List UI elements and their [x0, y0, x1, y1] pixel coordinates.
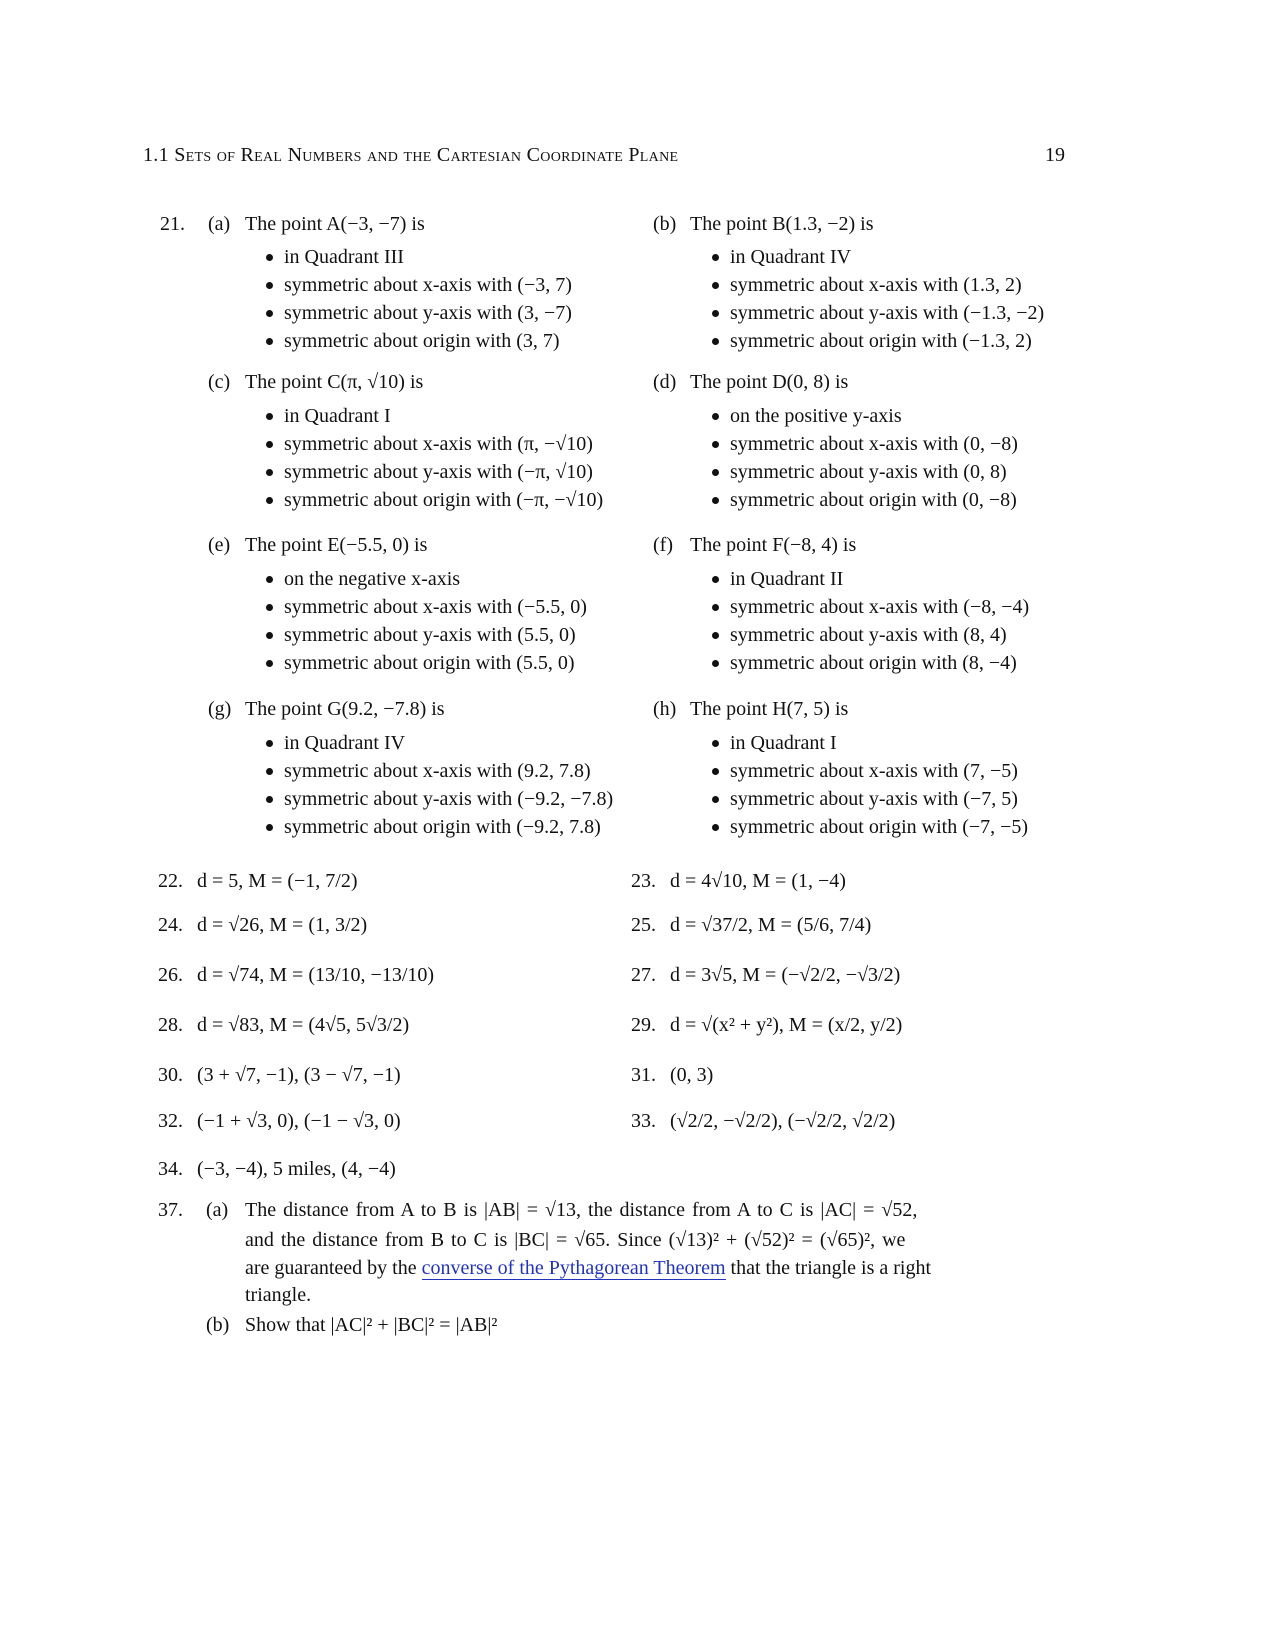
- bullet-icon: [266, 310, 273, 317]
- part-label: (f): [653, 534, 673, 556]
- bullet-icon: [266, 796, 273, 803]
- bullet-icon: [266, 338, 273, 345]
- part-a-label: (a): [206, 1199, 229, 1221]
- list-item: symmetric about y-axis with (−9.2, −7.8): [284, 788, 614, 810]
- text: are guaranteed by the: [245, 1257, 422, 1279]
- running-header-title: 1.1 Sets of Real Numbers and the Cartesian Coordinate Plane: [143, 144, 679, 166]
- answer-number: 23.: [631, 870, 656, 892]
- answer-number: 26.: [158, 964, 183, 986]
- list-item: symmetric about y-axis with (5.5, 0): [284, 624, 576, 646]
- answer-text: d = √26, M = (1, 3/2): [197, 914, 368, 936]
- list-item: symmetric about origin with (−9.2, 7.8): [284, 816, 601, 838]
- text: that the triangle is a right: [725, 1257, 932, 1279]
- part-intro: The point G(9.2, −7.8) is: [245, 698, 445, 720]
- answer-number: 33.: [631, 1110, 656, 1132]
- bullet-icon: [266, 824, 273, 831]
- bullet-icon: [712, 604, 719, 611]
- bullet-icon: [712, 740, 719, 747]
- bullet-icon: [712, 338, 719, 345]
- problem-21-number: 21.: [160, 213, 185, 235]
- list-item: symmetric about origin with (3, 7): [284, 330, 560, 352]
- list-item: in Quadrant I: [284, 405, 391, 427]
- part-label: (c): [208, 371, 231, 393]
- part-label: (d): [653, 371, 677, 393]
- part-label: (e): [208, 534, 231, 556]
- list-item: in Quadrant II: [730, 568, 844, 590]
- list-item: symmetric about y-axis with (−1.3, −2): [730, 302, 1045, 324]
- bullet-icon: [712, 768, 719, 775]
- list-item: on the negative x-axis: [284, 568, 461, 590]
- part-a-line-3: [245, 1256, 931, 1280]
- bullet-icon: [712, 796, 719, 803]
- answer-number: 28.: [158, 1014, 183, 1036]
- bullet-icon: [266, 660, 273, 667]
- answer-text: d = √74, M = (13/10, −13/10): [197, 964, 435, 986]
- bullet-icon: [712, 469, 719, 476]
- list-item: symmetric about origin with (−7, −5): [730, 816, 1029, 838]
- bullet-icon: [712, 576, 719, 583]
- part-label: (a): [208, 213, 231, 235]
- answer-text: d = 5, M = (−1, 7/2): [197, 870, 358, 892]
- bullet-icon: [712, 254, 719, 261]
- list-item: symmetric about x-axis with (−5.5, 0): [284, 596, 587, 618]
- part-label: (b): [653, 213, 677, 235]
- list-item: in Quadrant IV: [284, 732, 406, 754]
- list-item: in Quadrant III: [284, 246, 404, 268]
- answer-number: 29.: [631, 1014, 656, 1036]
- answer-number: 22.: [158, 870, 183, 892]
- part-intro: The point E(−5.5, 0) is: [245, 534, 428, 556]
- pythagorean-converse-link[interactable]: converse of the Pythagorean Theorem: [421, 1257, 726, 1279]
- list-item: symmetric about y-axis with (−7, 5): [730, 788, 1018, 810]
- part-intro: The point F(−8, 4) is: [690, 534, 857, 556]
- problem-37-number: 37.: [158, 1199, 183, 1221]
- list-item: symmetric about x-axis with (0, −8): [730, 433, 1018, 455]
- part-intro: The point D(0, 8) is: [690, 371, 849, 393]
- bullet-icon: [712, 632, 719, 639]
- answer-number: 34.: [158, 1158, 183, 1180]
- answer-text: (0, 3): [670, 1064, 714, 1086]
- list-item: symmetric about x-axis with (1.3, 2): [730, 274, 1022, 296]
- part-intro: The point A(−3, −7) is: [245, 213, 425, 235]
- answer-number: 25.: [631, 914, 656, 936]
- bullet-icon: [266, 469, 273, 476]
- answer-text: (√2/2, −√2/2), (−√2/2, √2/2): [670, 1110, 896, 1132]
- part-b-label: (b): [206, 1314, 230, 1336]
- answer-text: (−3, −4), 5 miles, (4, −4): [197, 1158, 396, 1180]
- bullet-icon: [266, 282, 273, 289]
- answer-number: 24.: [158, 914, 183, 936]
- list-item: symmetric about x-axis with (−8, −4): [730, 596, 1030, 618]
- answer-number: 32.: [158, 1110, 183, 1132]
- list-item: on the positive y-axis: [730, 405, 902, 427]
- list-item: symmetric about y-axis with (8, 4): [730, 624, 1007, 646]
- answer-text: d = √37/2, M = (5/6, 7/4): [670, 914, 872, 936]
- bullet-icon: [266, 768, 273, 775]
- list-item: symmetric about origin with (0, −8): [730, 489, 1017, 511]
- bullet-icon: [266, 576, 273, 583]
- answer-text: d = √83, M = (4√5, 5√3/2): [197, 1014, 410, 1036]
- page-number: 19: [1045, 144, 1065, 166]
- bullet-icon: [266, 497, 273, 504]
- answer-number: 30.: [158, 1064, 183, 1086]
- answer-text: d = 3√5, M = (−√2/2, −√3/2): [670, 964, 901, 986]
- answer-text: (−1 + √3, 0), (−1 − √3, 0): [197, 1110, 401, 1132]
- list-item: symmetric about y-axis with (3, −7): [284, 302, 572, 324]
- list-item: symmetric about origin with (8, −4): [730, 652, 1017, 674]
- part-label: (g): [208, 698, 232, 720]
- list-item: symmetric about x-axis with (7, −5): [730, 760, 1018, 782]
- bullet-icon: [266, 413, 273, 420]
- answer-number: 31.: [631, 1064, 656, 1086]
- list-item: symmetric about x-axis with (−3, 7): [284, 274, 572, 296]
- list-item: symmetric about origin with (5.5, 0): [284, 652, 575, 674]
- part-b-text: Show that |AC|² + |BC|² = |AB|²: [245, 1314, 498, 1336]
- answer-number: 27.: [631, 964, 656, 986]
- bullet-icon: [712, 824, 719, 831]
- bullet-icon: [712, 441, 719, 448]
- answer-text: d = √(x² + y²), M = (x/2, y/2): [670, 1014, 903, 1036]
- list-item: in Quadrant IV: [730, 246, 852, 268]
- list-item: symmetric about x-axis with (9.2, 7.8): [284, 760, 591, 782]
- list-item: in Quadrant I: [730, 732, 837, 754]
- part-a-line-4: triangle.: [245, 1284, 312, 1306]
- part-a-line-2: and the distance from B to C is |BC| = √65. Since (√13)² + (√52)² = (√65)², we: [245, 1229, 906, 1251]
- bullet-icon: [712, 497, 719, 504]
- bullet-icon: [712, 660, 719, 667]
- bullet-icon: [712, 413, 719, 420]
- bullet-icon: [266, 632, 273, 639]
- answer-text: (3 + √7, −1), (3 − √7, −1): [197, 1064, 401, 1086]
- answer-text: d = 4√10, M = (1, −4): [670, 870, 846, 892]
- bullet-icon: [266, 740, 273, 747]
- list-item: symmetric about x-axis with (π, −√10): [284, 433, 593, 455]
- bullet-icon: [266, 441, 273, 448]
- list-item: symmetric about y-axis with (−π, √10): [284, 461, 593, 483]
- part-intro: The point B(1.3, −2) is: [690, 213, 874, 235]
- bullet-icon: [266, 604, 273, 611]
- part-intro: The point H(7, 5) is: [690, 698, 849, 720]
- bullet-icon: [712, 282, 719, 289]
- list-item: symmetric about y-axis with (0, 8): [730, 461, 1007, 483]
- list-item: symmetric about origin with (−1.3, 2): [730, 330, 1032, 352]
- part-intro: The point C(π, √10) is: [245, 371, 424, 393]
- list-item: symmetric about origin with (−π, −√10): [284, 489, 604, 511]
- bullet-icon: [712, 310, 719, 317]
- bullet-icon: [266, 254, 273, 261]
- part-a-line-1: The distance from A to B is |AB| = √13, the distance from A to C is |AC| = √52,: [245, 1199, 918, 1221]
- part-label: (h): [653, 698, 677, 720]
